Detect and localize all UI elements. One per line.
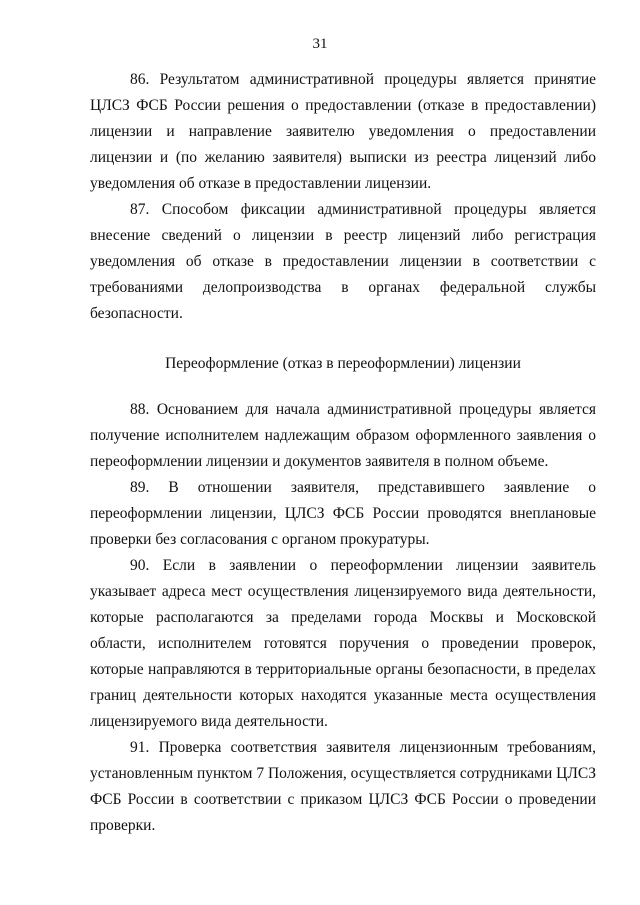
paragraph-89: 89. В отношении заявителя, представившего заявление о переоформлении лицензии, ЦЛСЗ ФСБ России проводятся внеплановые проверки без согласования с органом прокуратуры. (90, 479, 596, 548)
paragraph-88: 88. Основанием для начала административной процедуры является получение исполнителем надлежащим образом оформленного заявления о переоформлении лицензии и документов заявителя в полном объеме. (90, 401, 596, 470)
paragraph-86: 86. Результатом административной процедуры является принятие ЦЛСЗ ФСБ России решения о предоставлении (отказе в предоставлении) лицензии и направление заявителю уведомления о предоставлении лицензии и (по желанию заявителя) выписки из реестра лицензий либо уведомления об отказе в предоставлении лицензии. (90, 71, 596, 192)
section-heading: Переоформление (отказ в переоформлении) лицензии (165, 355, 521, 372)
paragraph-87: 87. Способом фиксации административной процедуры является внесение сведений о лицензии в реестр лицензий либо регистрация уведомления об отказе в предоставлении лицензии в соответствии с требованиями делопроизводства в органах федеральной службы безопасности. (90, 201, 596, 322)
page-number: 31 (312, 36, 328, 52)
paragraph-90: 90. Если в заявлении о переоформлении лицензии заявитель указывает адреса мест осуществления лицензируемого вида деятельности, которые располагаются за пределами города Москвы и Московской области, исполнителем готовятся поручения о проведении проверок, которые направляются в территориальные органы безопасности, в пределах границ деятельности которых находятся указанные места осуществления лицензируемого вида деятельности. (90, 557, 596, 730)
paragraph-91: 91. Проверка соответствия заявителя лицензионным требованиям, установленным пунктом 7 Положения, осуществляется сотрудниками ЦЛСЗ ФСБ России в соответствии с приказом ЦЛСЗ ФСБ России о проведении проверки. (90, 739, 596, 834)
